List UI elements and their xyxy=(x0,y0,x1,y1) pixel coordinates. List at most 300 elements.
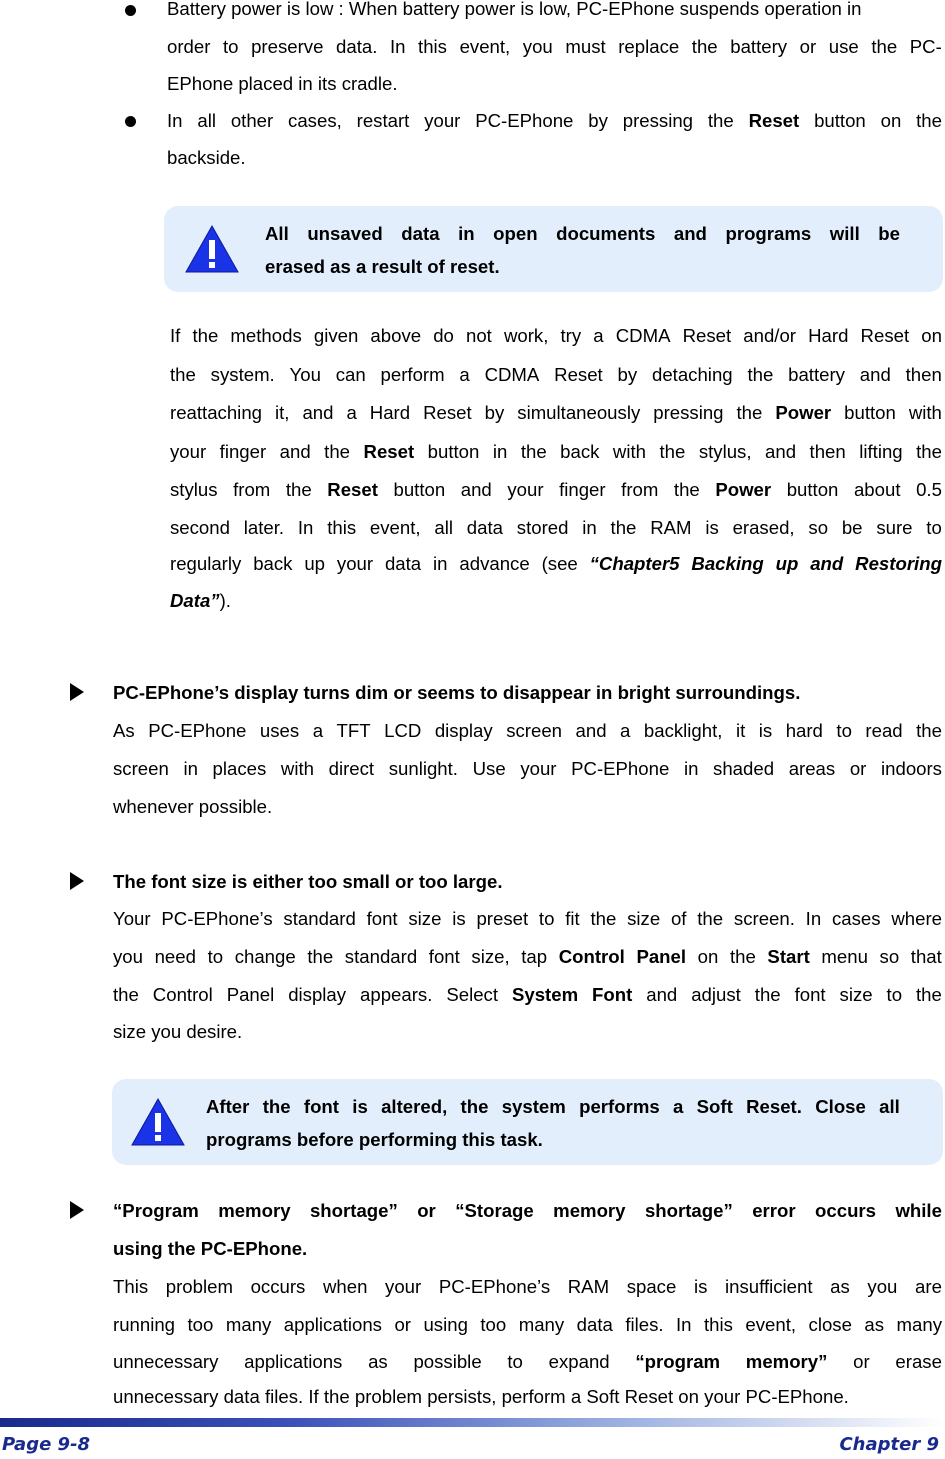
bullet-1-line-2-text-word: the xyxy=(871,36,898,57)
reset-para-line-6-text-word: RAM xyxy=(650,517,692,538)
reset-para-reset-bold-word: Reset xyxy=(363,441,415,462)
section-1-line-1-text-word: LCD xyxy=(384,720,422,741)
section-1-line-1-text-word: backlight, xyxy=(643,720,723,741)
section-2-line-3c-word: and xyxy=(646,984,678,1005)
warning-2-line-1-text-word: Soft xyxy=(696,1096,733,1117)
warning-1-line-1-text-word: open xyxy=(493,223,538,244)
reset-para-line-3a-word: reattaching xyxy=(170,402,262,423)
bullet-2-text-pre-word: In xyxy=(167,110,183,131)
section-2-line-3 xyxy=(113,984,942,1006)
section-1-line-1-text-word: TFT xyxy=(336,720,371,741)
section-2-line-3a-word: Panel xyxy=(226,984,275,1005)
bullet-2-text-pre-word: cases, xyxy=(288,110,342,131)
reset-para-line-2-text-word: perform xyxy=(380,364,445,385)
section-3-heading-1-text-word: “Program xyxy=(113,1200,199,1221)
section-1-line-2-text-word: shaded xyxy=(713,758,775,779)
reset-para-line-6-text-word: all xyxy=(434,517,453,538)
section-3-line-1-text-word: insufficient xyxy=(725,1276,813,1297)
section-2-line-1-text-word: font xyxy=(366,908,398,929)
reset-para-line-2 xyxy=(170,364,942,386)
section-arrow-icon xyxy=(70,683,84,701)
footer-chapter: Chapter 9 xyxy=(839,1434,939,1455)
section-3-line-1-text-word: PC-EPhone’s xyxy=(438,1276,551,1297)
reset-para-line-3c-word: button xyxy=(844,402,896,423)
section-3-line-2 xyxy=(113,1314,942,1336)
section-1-line-1-text-word: a xyxy=(312,720,324,741)
warning-2-line-1-text-word: system xyxy=(501,1096,566,1117)
section-1-line-1 xyxy=(113,720,942,742)
section-3-line-3a-word: possible xyxy=(413,1351,482,1372)
section-3-line-2-text-word: close xyxy=(808,1314,852,1335)
section-3-heading-1-text-word: “Storage xyxy=(455,1200,534,1221)
section-1-line-2-text-word: direct xyxy=(328,758,375,779)
reset-para-line-1-text-word: methods xyxy=(230,325,302,346)
warning-1-line-1 xyxy=(265,223,900,245)
section-3-line-3a-word: unnecessary xyxy=(113,1351,219,1372)
reset-para-line-1-text-word: do xyxy=(433,325,454,346)
bullet-2-text-pre-word: by xyxy=(588,110,608,131)
reset-para-line-2-text-word: and xyxy=(859,364,891,385)
reset-para-line-3a-word: Reset xyxy=(423,402,472,423)
reset-para-line-7a-word: regularly xyxy=(170,553,242,574)
section-2-line-2a-word: you xyxy=(113,946,143,967)
reset-para-line-1-text-word: the xyxy=(192,325,219,346)
reset-para-line-4c-word: back xyxy=(560,441,600,462)
bullet-dot xyxy=(125,116,136,127)
reset-para-line-6-text-word: so xyxy=(808,517,829,538)
bullet-1-line-2-text-word: to xyxy=(223,36,239,57)
section-1-line-2-text-word: sunlight. xyxy=(388,758,458,779)
reset-para-line-5a-word: the xyxy=(285,479,312,500)
bullet-2-text-pre-word: other xyxy=(230,110,274,131)
section-2-line-1-text-word: preset xyxy=(476,908,529,929)
reset-para-line-6 xyxy=(170,517,942,539)
section-2-line-2a-word: change xyxy=(234,946,296,967)
section-1-line-1-text-word: is xyxy=(758,720,773,741)
reset-para-line-6-text-word: later. xyxy=(243,517,285,538)
section-3-line-1-text-word: is xyxy=(693,1276,708,1297)
section-1-line-2-text-word: in xyxy=(183,758,198,779)
section-2-line-1-text-word: the xyxy=(697,908,724,929)
section-1-line-1-text-word: display xyxy=(434,720,493,741)
section-2-line-2e-word: menu xyxy=(821,946,868,967)
section-3-heading-2: using the PC-EPhone. xyxy=(113,1238,308,1259)
reset-para-line-4c-word: lifting xyxy=(859,441,903,462)
reset-para-line-4a-word: finger xyxy=(219,441,267,462)
reset-para-line-8 xyxy=(170,590,231,612)
reset-para-line-6-text-word: second xyxy=(170,517,230,538)
section-1-line-2-text-word: in xyxy=(683,758,699,779)
bullet-2-text-post-word: button xyxy=(814,110,866,131)
bullet-1-line-2-text-word: or xyxy=(799,36,817,57)
section-3-line-2-text-word: too xyxy=(187,1314,214,1335)
section-2-line-1-text-word: Your xyxy=(113,908,151,929)
section-3-line-1-text-word: as xyxy=(830,1276,850,1297)
bullet-1-line-2-text-word: order xyxy=(167,36,211,57)
reset-para-line-2-text-word: the xyxy=(747,364,774,385)
section-2-line-3c-word: adjust xyxy=(691,984,741,1005)
section-3-line-3a-word: applications xyxy=(244,1351,343,1372)
reset-para-line-2-text-word: You xyxy=(289,364,321,385)
reset-para-line-7a-word: (see xyxy=(541,553,578,574)
reset-para-line-1-text-word: If xyxy=(170,325,181,346)
section-2-line-1-text-word: to xyxy=(538,908,555,929)
reset-para-power-bold-2-word: Power xyxy=(715,479,772,500)
reset-para-line-4 xyxy=(170,441,942,463)
section-2-line-3a-word: Select xyxy=(446,984,499,1005)
section-2-line-3c-word: the xyxy=(916,984,942,1005)
reset-para-line-2-text-word: CDMA xyxy=(484,364,540,385)
reset-para-line-7a-word: advance xyxy=(459,553,530,574)
reset-para-line-2-text-word: then xyxy=(905,364,942,385)
section-2-line-1-text-word: size xyxy=(408,908,442,929)
section-3-line-3a-word: as xyxy=(368,1351,388,1372)
warning-icon xyxy=(184,224,240,274)
section-3-line-1-text-word: when xyxy=(322,1276,368,1297)
section-2-line-2a-word: the xyxy=(307,946,334,967)
section-1-line-2-text-word: your xyxy=(520,758,557,779)
reset-para-line-8b: ). xyxy=(219,590,231,611)
reset-para-line-4c-word: stylus, xyxy=(698,441,752,462)
reset-para-chapter-ref-word: Backing xyxy=(691,553,764,574)
section-3-line-1-text-word: you xyxy=(867,1276,898,1297)
section-1-line-2 xyxy=(113,758,942,780)
section-2-line-3c-word: the xyxy=(754,984,781,1005)
section-2-line-2a-word: need xyxy=(154,946,196,967)
bullet-1-line-2-text-word: event, xyxy=(459,36,511,57)
section-3-line-3c-word: erase xyxy=(895,1351,942,1372)
reset-para-line-3a-word: Hard xyxy=(369,402,411,423)
section-2-line-1-text-word: is xyxy=(452,908,466,929)
section-1-line-2-text-word: or xyxy=(849,758,867,779)
warning-2-line-2: programs before performing this task. xyxy=(206,1129,543,1150)
reset-para-line-4c-word: in xyxy=(492,441,508,462)
section-2-line-1-text-word: screen. xyxy=(733,908,795,929)
reset-para-line-2-text-word: can xyxy=(335,364,366,385)
section-2-line-1-text-word: the xyxy=(590,908,617,929)
warning-1-line-1-text-word: data xyxy=(401,223,440,244)
reset-para-line-6-text-word: data xyxy=(466,517,503,538)
section-3-heading-1-text-word: occurs xyxy=(815,1200,877,1221)
reset-para-line-4c-word: the xyxy=(916,441,942,462)
reset-para-line-5c-word: your xyxy=(507,479,544,500)
section-2-line-2 xyxy=(113,946,942,968)
reset-para-line-7a-word: up xyxy=(304,553,326,574)
section-3-line-3c-word: or xyxy=(853,1351,870,1372)
section-1-line-1-text-word: PC-EPhone xyxy=(148,720,247,741)
section-2-line-1-text-word: cases xyxy=(831,908,881,929)
bullet-1-line-2-text-word: battery xyxy=(730,36,788,57)
bullet-1-line-1: Battery power is low : When battery power is low, PC-EPhone suspends operation in xyxy=(167,0,862,19)
section-3-line-2-text-word: too xyxy=(480,1314,507,1335)
warning-1-line-1-text-word: unsaved xyxy=(307,223,383,244)
section-3-heading-1-text-word: memory xyxy=(218,1200,291,1221)
section-2-line-1 xyxy=(113,908,942,930)
footer-page-number: Page 9-8 xyxy=(2,1434,91,1455)
section-3-heading-1-text-word: memory xyxy=(553,1200,626,1221)
section-3-line-2-text-word: event, xyxy=(745,1314,797,1335)
reset-para-chapter-ref-word: Restoring xyxy=(855,553,942,574)
reset-para-line-5e-word: button xyxy=(786,479,839,500)
section-2-line-2a-word: tap xyxy=(521,946,548,967)
section-2-line-3a-word: Control xyxy=(152,984,213,1005)
section-1-line-2-text-word: screen xyxy=(113,758,169,779)
section-3-heading-1-text-word: error xyxy=(752,1200,796,1221)
section-2-system-font-bold-word: System xyxy=(511,984,579,1005)
section-1-line-1-text-word: to xyxy=(836,720,852,741)
warning-2-line-1-text-word: the xyxy=(262,1096,291,1117)
reset-para-line-5e-word: 0.5 xyxy=(916,479,942,500)
reset-para-line-4a-word: and xyxy=(279,441,311,462)
section-3-program-memory-bold-word: “program xyxy=(635,1351,721,1372)
warning-box-font xyxy=(112,1079,943,1165)
reset-para-line-2-text-word: detaching xyxy=(651,364,733,385)
reset-para-line-6-text-word: In xyxy=(297,517,314,538)
section-3-heading-1 xyxy=(113,1200,942,1222)
warning-box-reset xyxy=(164,206,943,292)
bullet-1-line-3: EPhone placed in its cradle. xyxy=(167,73,398,94)
reset-para-line-3c-word: with xyxy=(908,402,942,423)
reset-para-line-7a-word: back xyxy=(253,553,293,574)
warning-1-line-1-text-word: documents xyxy=(556,223,656,244)
section-3-heading-1-text-word: shortage” xyxy=(309,1200,398,1221)
bullet-2-text-pre-word: restart xyxy=(356,110,410,131)
reset-para-line-1-text-word: above xyxy=(370,325,422,346)
warning-2-line-1-text-word: performs xyxy=(579,1096,660,1117)
reset-para-line-3a-word: and xyxy=(302,402,334,423)
bullet-1-line-2-text-word: you xyxy=(522,36,553,57)
section-3-line-2-text-word: applications xyxy=(283,1314,382,1335)
reset-para-line-6-text-word: stored xyxy=(516,517,569,538)
reset-para-line-3a-word: pressing xyxy=(653,402,724,423)
section-1-line-1-text-word: uses xyxy=(259,720,300,741)
reset-para-line-7 xyxy=(170,553,942,575)
reset-para-line-6-text-word: sure xyxy=(876,517,913,538)
reset-para-line-6-text-word: to xyxy=(926,517,942,538)
section-3-program-memory-bold-word: memory” xyxy=(745,1351,828,1372)
section-3-heading-1-text-word: shortage” xyxy=(644,1200,733,1221)
section-2-line-3c-word: to xyxy=(886,984,903,1005)
section-3-line-3 xyxy=(113,1351,942,1373)
reset-para-line-2-text-word: Reset xyxy=(554,364,603,385)
section-3-line-1-text-word: occurs xyxy=(250,1276,306,1297)
section-3-line-2-text-word: In xyxy=(676,1314,692,1335)
section-arrow-icon xyxy=(70,1201,84,1219)
reset-para-line-7a-word: your xyxy=(336,553,374,574)
warning-icon xyxy=(130,1097,186,1147)
warning-1-line-1-text-word: All xyxy=(265,223,289,244)
reset-para-line-1-text-word: try xyxy=(560,325,582,346)
section-2-line-1-text-word: In xyxy=(805,908,822,929)
reset-para-chapter-ref-word: up xyxy=(775,553,799,574)
bullet-1-line-2-text-word: use xyxy=(828,36,859,57)
section-3-line-1-text-word: problem xyxy=(165,1276,233,1297)
section-1-line-1-text-word: As xyxy=(113,720,135,741)
section-3-line-2-text-word: running xyxy=(113,1314,176,1335)
section-3-line-3a-word: to xyxy=(507,1351,523,1372)
section-3-line-2-text-word: many xyxy=(518,1314,565,1335)
section-3-line-2-text-word: as xyxy=(864,1314,885,1335)
reset-para-line-4c-word: button xyxy=(427,441,480,462)
reset-para-line-4a-word: the xyxy=(324,441,351,462)
reset-para-line-5c-word: button xyxy=(393,479,446,500)
reset-para-line-2-text-word: battery xyxy=(788,364,845,385)
section-2-control-panel-bold-word: Panel xyxy=(636,946,687,967)
section-arrow-icon xyxy=(70,872,84,890)
reset-para-line-6-text-word: erased, xyxy=(732,517,795,538)
reset-para-data-ital: Data” xyxy=(170,590,220,611)
reset-para-line-3a-word: the xyxy=(736,402,763,423)
bullet-1-line-2-text-word: In xyxy=(389,36,406,57)
bullet-1-line-2 xyxy=(167,36,942,58)
section-1-line-3: whenever possible. xyxy=(113,796,273,817)
reset-para-line-1 xyxy=(170,325,942,347)
reset-para-line-5a-word: from xyxy=(233,479,271,500)
section-3-line-1-text-word: your xyxy=(385,1276,422,1297)
section-1-line-2-text-word: PC-EPhone xyxy=(571,758,670,779)
bullet-2-text-pre-word: your xyxy=(424,110,461,131)
reset-para-line-4c-word: the xyxy=(520,441,547,462)
section-3-heading-1-text-word: or xyxy=(417,1200,436,1221)
section-1-line-1-text-word: a xyxy=(620,720,631,741)
reset-para-line-5c-word: and xyxy=(460,479,492,500)
footer-bar xyxy=(0,1418,945,1427)
bullet-1-line-2-text-word: PC- xyxy=(909,36,942,57)
warning-1-line-1-text-word: and xyxy=(673,223,707,244)
reset-para-line-1-text-word: work, xyxy=(503,325,549,346)
section-3-line-2-text-word: this xyxy=(704,1314,733,1335)
bullet-1-line-2-text-word: this xyxy=(418,36,447,57)
reset-para-line-5c-word: finger xyxy=(559,479,606,500)
section-2-line-1-text-word: PC-EPhone’s xyxy=(161,908,273,929)
reset-para-line-3a-word: a xyxy=(346,402,357,423)
section-1-heading: PC-EPhone’s display turns dim or seems to disappear in bright surroundings. xyxy=(113,682,801,703)
section-2-line-1-text-word: where xyxy=(891,908,942,929)
section-3-line-2-text-word: many xyxy=(896,1314,942,1335)
reset-para-line-5e-word: about xyxy=(853,479,901,500)
section-2-line-2a-word: standard xyxy=(344,946,418,967)
reset-para-line-6-text-word: event, xyxy=(369,517,421,538)
section-2-start-bold-word: Start xyxy=(767,946,810,967)
bullet-2-text-pre-word: PC-EPhone xyxy=(475,110,574,131)
reset-para-line-1-text-word: CDMA xyxy=(615,325,671,346)
reset-para-line-5a-word: stylus xyxy=(170,479,218,500)
warning-2-line-1-text-word: the xyxy=(460,1096,489,1117)
section-2-line-1-text-word: of xyxy=(670,908,687,929)
section-1-line-1-text-word: it xyxy=(735,720,746,741)
section-3-line-1-text-word: are xyxy=(915,1276,942,1297)
section-3-line-1-text-word: This xyxy=(113,1276,149,1297)
warning-1-line-2: erased as a result of reset. xyxy=(265,256,500,277)
section-2-line-3c-word: size xyxy=(839,984,873,1005)
section-1-line-1-text-word: and xyxy=(575,720,607,741)
section-1-line-2-text-word: areas xyxy=(788,758,836,779)
reset-para-line-3a-word: by xyxy=(484,402,505,423)
bullet-1-line-2-text-word: must xyxy=(565,36,606,57)
reset-para-line-4c-word: then xyxy=(809,441,846,462)
bullet-2-reset-bold-word: Reset xyxy=(748,110,800,131)
section-1-line-1-text-word: read xyxy=(865,720,903,741)
reset-para-line-3a-word: simultaneously xyxy=(517,402,641,423)
warning-1-line-1-text-word: will xyxy=(829,223,860,244)
reset-para-line-5 xyxy=(170,479,942,501)
reset-para-line-2-text-word: a xyxy=(459,364,470,385)
section-3-line-3a-word: expand xyxy=(548,1351,610,1372)
section-2-line-3c-word: font xyxy=(794,984,826,1005)
reset-para-chapter-ref-word: and xyxy=(810,553,844,574)
warning-1-line-1-text-word: programs xyxy=(725,223,812,244)
section-2-line-1-text-word: standard xyxy=(283,908,356,929)
reset-para-line-6-text-word: this xyxy=(327,517,357,538)
section-1-line-1-text-word: the xyxy=(916,720,942,741)
bullet-2-text-pre-word: the xyxy=(707,110,734,131)
warning-2-line-1-text-word: a xyxy=(673,1096,684,1117)
reset-para-line-2-text-word: the xyxy=(170,364,196,385)
reset-para-line-7a-word: in xyxy=(433,553,448,574)
section-2-line-2c-word: on xyxy=(697,946,719,967)
section-3-line-2-text-word: files. xyxy=(625,1314,664,1335)
reset-para-line-3a-word: it, xyxy=(274,402,290,423)
section-3-line-2-text-word: data xyxy=(576,1314,613,1335)
reset-para-line-4c-word: with xyxy=(612,441,646,462)
section-2-system-font-bold-word: Font xyxy=(592,984,633,1005)
reset-para-line-7a-word: data xyxy=(384,553,422,574)
section-2-heading: The font size is either too small or too large. xyxy=(113,871,503,892)
reset-para-line-2-text-word: system. xyxy=(210,364,275,385)
section-2-line-2e-word: that xyxy=(910,946,942,967)
reset-para-line-1-text-word: Reset xyxy=(860,325,910,346)
section-3-line-4: unnecessary data files. If the problem persists, perform a Soft Reset on your PC-EPhone. xyxy=(113,1386,849,1407)
bullet-1-line-2-text-word: replace xyxy=(618,36,680,57)
warning-2-line-1-text-word: Reset. xyxy=(746,1096,802,1117)
bullet-2-line-1 xyxy=(167,110,942,132)
section-2-line-1-text-word: size xyxy=(627,908,661,929)
section-2-line-2c-word: the xyxy=(729,946,756,967)
reset-para-line-1-text-word: Reset xyxy=(682,325,732,346)
bullet-1-line-2-text-word: preserve xyxy=(251,36,324,57)
reset-para-line-4a-word: your xyxy=(170,441,207,462)
bullet-1-line-2-text-word: data. xyxy=(336,36,378,57)
section-2-line-1-text-word: fit xyxy=(565,908,580,929)
section-3-line-2-text-word: or xyxy=(394,1314,411,1335)
section-2-line-2a-word: font xyxy=(428,946,460,967)
bullet-2-text-post-word: the xyxy=(916,110,942,131)
section-2-line-3a-word: the xyxy=(113,984,139,1005)
section-3-line-1-text-word: RAM xyxy=(567,1276,610,1297)
warning-2-line-1-text-word: After xyxy=(206,1096,250,1117)
reset-para-line-1-text-word: given xyxy=(313,325,359,346)
warning-2-line-1-text-word: Close xyxy=(815,1096,866,1117)
section-2-line-2a-word: to xyxy=(207,946,224,967)
warning-2-line-1-text-word: altered, xyxy=(381,1096,448,1117)
reset-para-line-4c-word: and xyxy=(765,441,797,462)
reset-para-line-6-text-word: be xyxy=(841,517,863,538)
section-1-line-2-text-word: places xyxy=(212,758,267,779)
reset-para-line-2-text-word: by xyxy=(617,364,638,385)
section-2-control-panel-bold-word: Control xyxy=(558,946,625,967)
warning-1-line-1-text-word: in xyxy=(458,223,475,244)
reset-para-line-5c-word: from xyxy=(621,479,659,500)
section-1-line-2-text-word: Use xyxy=(472,758,506,779)
section-1-line-2-text-word: indoors xyxy=(881,758,942,779)
bullet-2-text-post-word: on xyxy=(880,110,902,131)
reset-para-line-6-text-word: in xyxy=(582,517,597,538)
warning-2-line-1-text-word: all xyxy=(879,1096,900,1117)
section-3-line-1-text-word: space xyxy=(626,1276,677,1297)
section-1-line-1-text-word: hard xyxy=(785,720,823,741)
reset-para-line-1-text-word: not xyxy=(466,325,492,346)
section-2-line-3a-word: display xyxy=(288,984,347,1005)
